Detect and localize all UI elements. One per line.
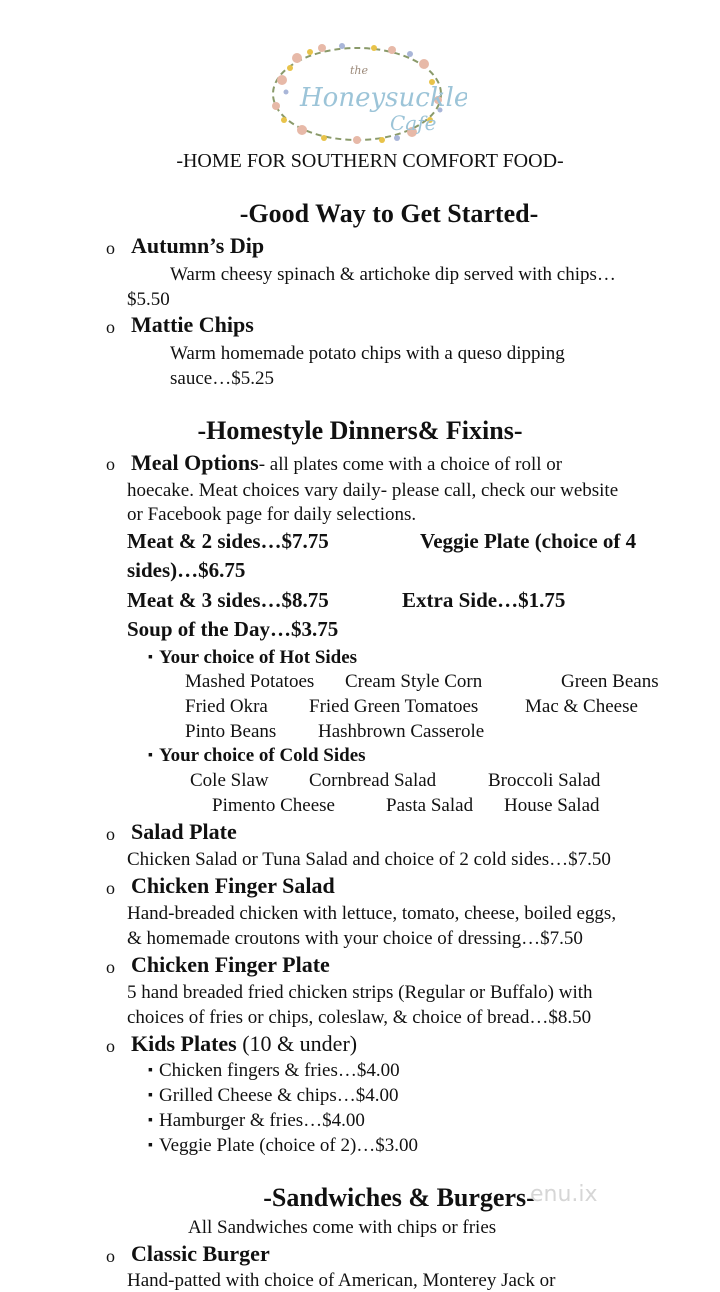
side-item: Green Beans xyxy=(561,671,659,692)
item-title: Salad Plate xyxy=(131,819,237,844)
item-title: Chicken Finger Salad xyxy=(131,873,335,898)
price-soup: Soup of the Day…$3.75 xyxy=(127,617,339,641)
watermark: enu.ix xyxy=(530,1182,598,1207)
kids-item: ▪ Veggie Plate (choice of 2)…$3.00 xyxy=(148,1135,419,1156)
side-item: Mashed Potatoes xyxy=(185,671,315,692)
item-description: sauce…$5.25 xyxy=(170,368,274,389)
section-note: All Sandwiches come with chips or fries xyxy=(188,1217,497,1238)
side-item: Pimento Cheese xyxy=(212,795,335,816)
side-item: Pinto Beans xyxy=(185,721,277,742)
square-bullet-icon: ▪ xyxy=(148,1063,153,1078)
square-bullet-icon: ▪ xyxy=(148,1113,153,1128)
item-description: or Facebook page for daily selections. xyxy=(127,504,417,525)
item-title: Classic Burger xyxy=(131,1241,270,1266)
bullet-icon: o xyxy=(106,1246,115,1266)
price-extra-side: Extra Side…$1.75 xyxy=(402,588,566,612)
svg-text:Honeysuckle: Honeysuckle xyxy=(300,83,467,113)
price-meat-2: Meat & 2 sides…$7.75 xyxy=(127,529,329,553)
floral-wreath-logo xyxy=(262,40,467,148)
item-price: $5.50 xyxy=(127,289,170,310)
item-title: Kids Plates xyxy=(131,1031,237,1056)
section-heading-starters: -Good Way to Get Started- xyxy=(239,199,539,228)
section-heading-dinners: -Homestyle Dinners& Fixins- xyxy=(197,416,523,445)
side-item: Mac & Cheese xyxy=(525,696,638,717)
item-description: choices of fries or chips, coleslaw, & choice of bread…$8.50 xyxy=(127,1007,592,1028)
price-veggie-cont: sides)…$6.75 xyxy=(127,558,246,582)
cafe-logo xyxy=(262,40,467,148)
item-note: (10 & under) xyxy=(236,1031,358,1056)
item-description: - all plates come with a choice of roll or xyxy=(258,454,563,475)
cold-sides-label: ▪ Your choice of Cold Sides xyxy=(148,745,366,766)
bullet-icon: o xyxy=(106,454,115,474)
item-title: Chicken Finger Plate xyxy=(131,952,330,977)
item-title: Mattie Chips xyxy=(131,312,254,337)
bullet-icon: o xyxy=(106,957,115,977)
kids-item: ▪ Grilled Cheese & chips…$4.00 xyxy=(148,1085,399,1106)
side-item: Broccoli Salad xyxy=(488,770,601,791)
side-item: Cole Slaw xyxy=(190,770,269,791)
item-description: & homemade croutons with your choice of dressing…$7.50 xyxy=(127,928,583,949)
bullet-icon: o xyxy=(106,824,115,844)
kids-item: ▪ Chicken fingers & fries…$4.00 xyxy=(148,1060,400,1081)
item-title: Meal Options xyxy=(131,450,259,475)
kids-plates-line xyxy=(131,1031,357,1057)
svg-text:the: the xyxy=(350,64,369,77)
side-item: Pasta Salad xyxy=(386,795,474,816)
item-description: Warm homemade potato chips with a queso dipping xyxy=(170,343,565,364)
tagline: -HOME FOR SOUTHERN COMFORT FOOD- xyxy=(176,150,564,172)
square-bullet-icon: ▪ xyxy=(148,1088,153,1103)
item-description: 5 hand breaded fried chicken strips (Regular or Buffalo) with xyxy=(127,982,593,1003)
meal-options-line xyxy=(131,450,562,476)
side-item: Fried Okra xyxy=(185,696,268,717)
item-description: hoecake. Meat choices vary daily- please call, check our website xyxy=(127,480,619,501)
square-bullet-icon: ▪ xyxy=(148,1138,153,1153)
side-item: House Salad xyxy=(504,795,600,816)
square-bullet-icon: ▪ xyxy=(148,748,153,763)
hot-sides-label: ▪ Your choice of Hot Sides xyxy=(148,647,358,668)
bullet-icon: o xyxy=(106,1036,115,1056)
side-item: Fried Green Tomatoes xyxy=(309,696,479,717)
bullet-icon: o xyxy=(106,238,115,258)
bullet-icon: o xyxy=(106,878,115,898)
section-heading-sandwiches: -Sandwiches & Burgers- xyxy=(263,1183,535,1212)
item-title: Autumn’s Dip xyxy=(131,233,265,258)
svg-text:Cafe: Cafe xyxy=(390,111,437,135)
price-veggie: Veggie Plate (choice of 4 xyxy=(420,529,637,553)
price-meat-3: Meat & 3 sides…$8.75 xyxy=(127,588,329,612)
item-description: Warm cheesy spinach & artichoke dip served with chips… xyxy=(170,264,616,285)
item-description: Chicken Salad or Tuna Salad and choice of 2 cold sides…$7.50 xyxy=(127,849,611,870)
bullet-icon: o xyxy=(106,317,115,337)
side-item: Cornbread Salad xyxy=(309,770,437,791)
item-description: Hand-breaded chicken with lettuce, tomato, cheese, boiled eggs, xyxy=(127,903,617,924)
side-item: Cream Style Corn xyxy=(345,671,483,692)
square-bullet-icon: ▪ xyxy=(148,650,153,665)
side-item: Hashbrown Casserole xyxy=(318,721,485,742)
kids-item: ▪ Hamburger & fries…$4.00 xyxy=(148,1110,365,1131)
item-description: Hand-patted with choice of American, Monterey Jack or xyxy=(127,1270,556,1291)
